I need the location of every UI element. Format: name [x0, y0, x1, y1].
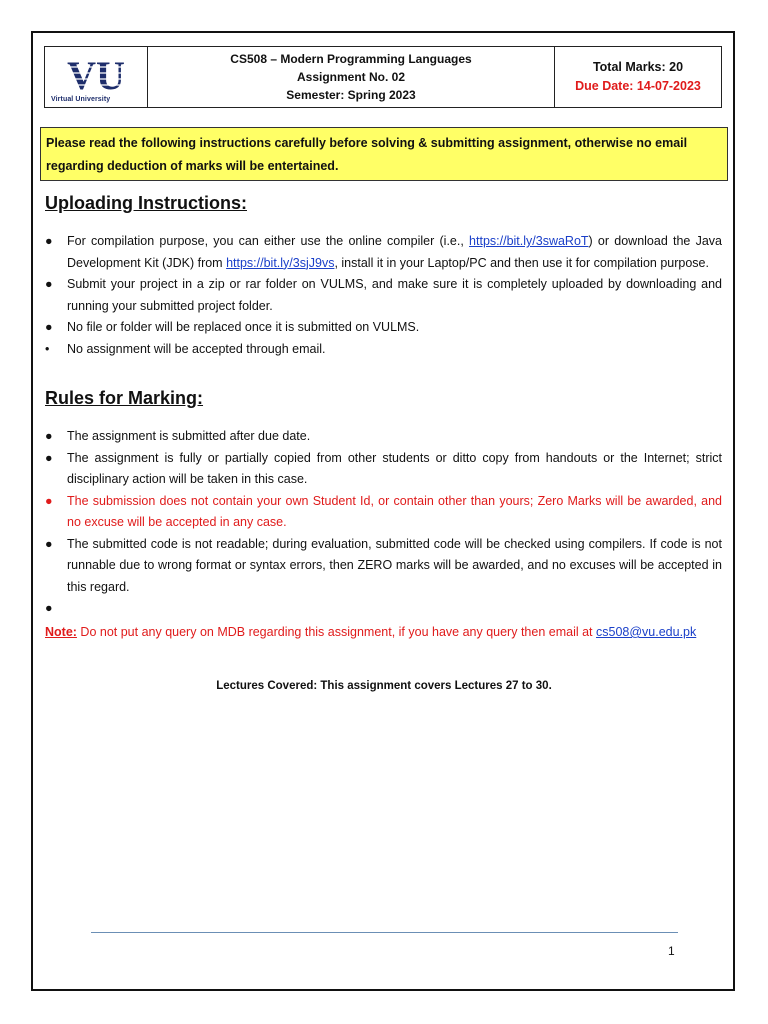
- rules-list: [45, 426, 722, 620]
- item-text: No file or folder will be replaced once it is submitted on VULMS.: [67, 320, 420, 334]
- bullet-icon: ●: [45, 601, 53, 615]
- list-item: [45, 231, 722, 274]
- bullet-icon: ●: [45, 536, 53, 551]
- list-item: [45, 274, 722, 317]
- bullet-icon: ●: [45, 429, 53, 443]
- vu-logo-mark: [50, 51, 142, 95]
- note-paragraph: [45, 621, 722, 643]
- item-text: Submit your project in a zip or rar folder on VULMS, and make sure it is completely uploaded by downloading and running your submitted project folder.: [67, 277, 722, 313]
- note-text: Do not put any query on MDB regarding this assignment, if you have any query then email at: [76, 625, 596, 639]
- item-text: For compilation purpose, you can either use the online compiler (i.e.,: [67, 234, 470, 248]
- page-number: 1: [668, 944, 675, 958]
- bullet-icon: ●: [45, 493, 53, 508]
- online-compiler-link[interactable]: https://bit.ly/3swaRoT: [469, 234, 589, 248]
- item-text: , install it in your Laptop/PC and then use it for compilation purpose.: [334, 255, 709, 270]
- lectures-covered: Lectures Covered: This assignment covers Lectures 27 to 30.: [216, 680, 552, 692]
- item-text: [67, 601, 70, 615]
- list-item: [45, 339, 722, 361]
- vu-logo: [50, 51, 142, 103]
- course-name: CS508 – Modern Programming Languages: [230, 52, 472, 66]
- item-text: The submission does not contain your own Student Id, or contain other than yours; Zero Marks will be awarded, and no excuse will be accepted in any case.: [67, 493, 722, 529]
- item-text: ) or download the Java Development Kit (JDK) from: [67, 234, 722, 270]
- instructions-notice: Please read the following instructions carefully before solving & submitting assignment, otherwise no email regarding deduction of marks will be entertained.: [40, 127, 728, 181]
- logo-caption: Virtual University: [51, 96, 111, 103]
- bullet-icon: ●: [45, 234, 53, 248]
- assignment-header-table: [44, 46, 722, 108]
- list-item: [45, 426, 722, 448]
- rules-for-marking-heading: Rules for Marking:: [45, 388, 204, 408]
- footer-divider: [91, 932, 678, 933]
- item-text: The assignment is fully or partially copied from other students or ditto copy from handouts or the Internet; strict disciplinary action will be taken in this case.: [67, 450, 722, 486]
- due-date: Due Date: 14-07-2023: [575, 79, 701, 93]
- jdk-download-link[interactable]: https://bit.ly/3sjJ9vs: [226, 255, 335, 270]
- item-text: No assignment will be accepted through email.: [67, 341, 326, 356]
- list-item: [45, 491, 722, 534]
- list-item: [45, 534, 722, 599]
- list-item: [45, 317, 722, 339]
- uploading-instructions-heading: Uploading Instructions:: [45, 193, 247, 213]
- note-label: Note:: [45, 625, 77, 639]
- total-marks: Total Marks: 20: [592, 60, 684, 74]
- list-item: [45, 598, 722, 620]
- bullet-icon: ●: [45, 320, 53, 334]
- logo-cell: [45, 47, 148, 107]
- logo-text: VU: [67, 53, 125, 95]
- list-item: [45, 448, 722, 491]
- course-title-cell: [148, 47, 555, 107]
- semester: Semester: Spring 2023: [286, 88, 416, 102]
- assignment-number: Assignment No. 02: [296, 70, 406, 84]
- marks-cell: [555, 47, 721, 107]
- bullet-icon: ●: [45, 450, 53, 465]
- bullet-icon: ●: [45, 277, 53, 291]
- item-text: The assignment is submitted after due date.: [67, 429, 311, 443]
- uploading-instructions-list: [45, 231, 722, 360]
- item-text: The submitted code is not readable; during evaluation, submitted code will be checked using compilers. If code is not runnable due to wrong format or syntax errors, then ZERO marks will be awarded, and no excuses will be accepted in this regard.: [67, 536, 722, 594]
- email-link[interactable]: cs508@vu.edu.pk: [596, 625, 697, 639]
- bullet-icon: •: [45, 341, 50, 356]
